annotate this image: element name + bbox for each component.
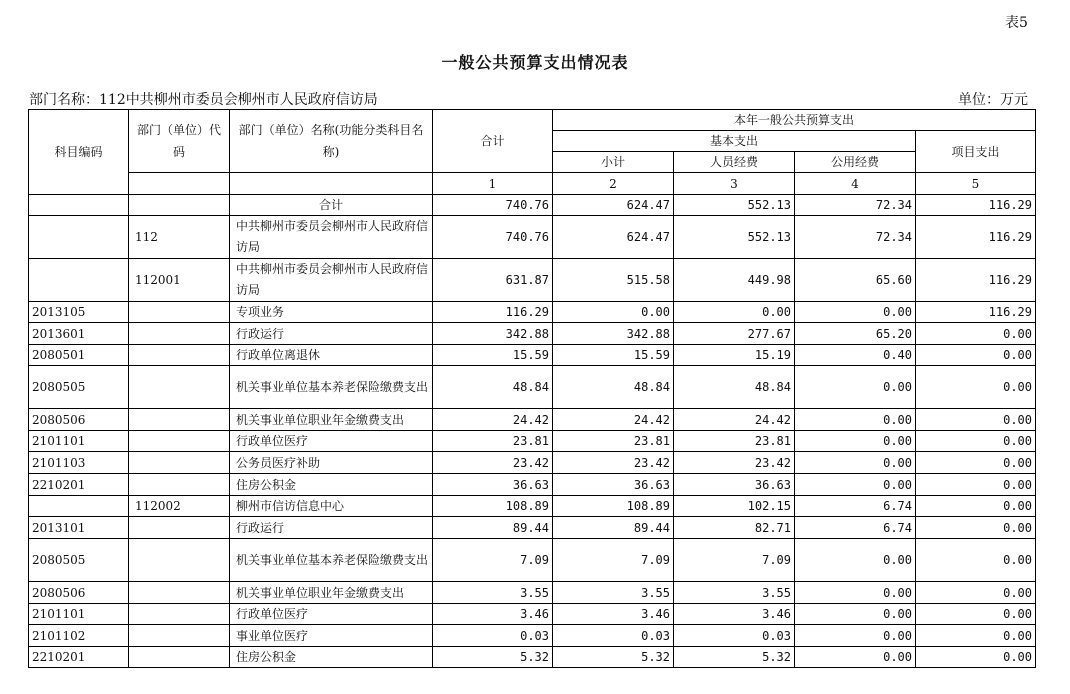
row-subtotal: 0.03 (553, 625, 674, 647)
row-subject-code: 2013101 (29, 517, 129, 539)
table-row (29, 582, 1036, 604)
row-subject-code: 2210201 (29, 474, 129, 496)
row-public: 72.34 (795, 216, 916, 259)
row-subject-code (29, 195, 129, 216)
row-dept-name: 行政单位医疗 (230, 604, 433, 625)
row-total: 740.76 (433, 216, 553, 259)
table-row (29, 452, 1036, 474)
row-dept-name: 行政单位离退休 (230, 345, 433, 366)
row-subject-code: 2101103 (29, 452, 129, 474)
row-dept-code (129, 625, 230, 647)
row-personnel: 36.63 (674, 474, 795, 496)
row-subtotal: 515.58 (553, 259, 674, 302)
row-dept-code (129, 647, 230, 668)
row-dept-name: 事业单位医疗 (230, 625, 433, 647)
table-row (29, 216, 1036, 259)
header-project: 项目支出 (916, 131, 1036, 173)
row-personnel: 48.84 (674, 366, 795, 409)
row-subtotal: 23.42 (553, 452, 674, 474)
row-public: 0.00 (795, 625, 916, 647)
row-total: 116.29 (433, 302, 553, 323)
row-project: 0.00 (916, 604, 1036, 625)
header-idx-blank (129, 173, 230, 195)
row-subject-code: 2013601 (29, 323, 129, 345)
row-subject-code (29, 496, 129, 517)
table-body (29, 195, 1036, 668)
row-total: 15.59 (433, 345, 553, 366)
row-public: 0.00 (795, 452, 916, 474)
row-subject-code (29, 216, 129, 259)
row-subtotal: 3.55 (553, 582, 674, 604)
row-subtotal: 23.81 (553, 431, 674, 452)
row-subject-code: 2080505 (29, 366, 129, 409)
row-public: 0.00 (795, 302, 916, 323)
row-project: 116.29 (916, 302, 1036, 323)
row-dept-name: 中共柳州市委员会柳州市人民政府信访局 (230, 259, 433, 302)
row-dept-code (129, 604, 230, 625)
row-subtotal: 36.63 (553, 474, 674, 496)
row-project: 0.00 (916, 409, 1036, 431)
row-project: 116.29 (916, 195, 1036, 216)
row-dept-name: 行政运行 (230, 323, 433, 345)
row-dept-code (129, 517, 230, 539)
unit-label: 单位：万元 (958, 92, 1028, 108)
row-subtotal: 48.84 (553, 366, 674, 409)
row-subtotal: 624.47 (553, 195, 674, 216)
row-personnel: 24.42 (674, 409, 795, 431)
row-dept-name: 合计 (230, 195, 433, 216)
row-project: 0.00 (916, 474, 1036, 496)
row-public: 0.00 (795, 582, 916, 604)
row-personnel: 0.00 (674, 302, 795, 323)
row-dept-code (129, 366, 230, 409)
row-public: 65.20 (795, 323, 916, 345)
row-dept-name: 中共柳州市委员会柳州市人民政府信访局 (230, 216, 433, 259)
header-public: 公用经费 (795, 152, 916, 173)
row-dept-code (129, 323, 230, 345)
row-dept-name: 住房公积金 (230, 474, 433, 496)
row-public: 0.00 (795, 366, 916, 409)
row-project: 0.00 (916, 345, 1036, 366)
row-personnel: 449.98 (674, 259, 795, 302)
row-personnel: 277.67 (674, 323, 795, 345)
row-public: 0.40 (795, 345, 916, 366)
header-dept-name: 部门（单位）名称(功能分类科目名称) (230, 110, 433, 173)
row-personnel: 102.15 (674, 496, 795, 517)
row-project: 0.00 (916, 517, 1036, 539)
header-current-year: 本年一般公共预算支出 (553, 110, 1036, 131)
table-number: 表5 (1005, 15, 1028, 31)
row-total: 342.88 (433, 323, 553, 345)
row-personnel: 3.55 (674, 582, 795, 604)
row-public: 72.34 (795, 195, 916, 216)
row-subject-code: 2210201 (29, 647, 129, 668)
row-subtotal: 89.44 (553, 517, 674, 539)
table-row (29, 302, 1036, 323)
row-dept-code (129, 302, 230, 323)
row-dept-name: 机关事业单位职业年金缴费支出 (230, 582, 433, 604)
row-subtotal: 108.89 (553, 496, 674, 517)
table-row (29, 539, 1036, 582)
table-row (29, 496, 1036, 517)
row-dept-name: 机关事业单位基本养老保险缴费支出 (230, 366, 433, 409)
table-row (29, 195, 1036, 216)
row-subtotal: 15.59 (553, 345, 674, 366)
row-personnel: 23.42 (674, 452, 795, 474)
row-project: 0.00 (916, 647, 1036, 668)
header-idx-blank (230, 173, 433, 195)
row-subject-code: 2101101 (29, 431, 129, 452)
table-row (29, 604, 1036, 625)
row-dept-code (129, 431, 230, 452)
row-subtotal: 0.00 (553, 302, 674, 323)
header-idx-2: 2 (553, 173, 674, 195)
row-dept-name: 行政单位医疗 (230, 431, 433, 452)
row-dept-name: 机关事业单位基本养老保险缴费支出 (230, 539, 433, 582)
row-subject-code: 2080506 (29, 409, 129, 431)
table-row (29, 345, 1036, 366)
row-subtotal: 5.32 (553, 647, 674, 668)
row-dept-code (129, 474, 230, 496)
row-project: 0.00 (916, 366, 1036, 409)
row-subject-code: 2101102 (29, 625, 129, 647)
table-row (29, 323, 1036, 345)
table-row (29, 474, 1036, 496)
row-dept-code (129, 195, 230, 216)
table-row (29, 409, 1036, 431)
row-personnel: 7.09 (674, 539, 795, 582)
row-project: 0.00 (916, 323, 1036, 345)
table-row (29, 647, 1036, 668)
row-total: 5.32 (433, 647, 553, 668)
row-dept-code: 112002 (129, 496, 230, 517)
row-personnel: 3.46 (674, 604, 795, 625)
header-dept-code: 部门（单位）代码 (129, 110, 230, 173)
row-personnel: 0.03 (674, 625, 795, 647)
row-public: 0.00 (795, 604, 916, 625)
row-dept-name: 专项业务 (230, 302, 433, 323)
row-total: 7.09 (433, 539, 553, 582)
department-name: 部门名称：112中共柳州市委员会柳州市人民政府信访局 (29, 92, 378, 108)
row-project: 0.00 (916, 452, 1036, 474)
row-project: 0.00 (916, 431, 1036, 452)
table-row (29, 259, 1036, 302)
row-total: 3.55 (433, 582, 553, 604)
row-personnel: 5.32 (674, 647, 795, 668)
row-public: 0.00 (795, 647, 916, 668)
row-project: 116.29 (916, 259, 1036, 302)
header-idx-5: 5 (916, 173, 1036, 195)
header-idx-1: 1 (433, 173, 553, 195)
header-total: 合计 (433, 110, 553, 173)
row-total: 23.42 (433, 452, 553, 474)
row-dept-name: 公务员医疗补助 (230, 452, 433, 474)
row-subtotal: 3.46 (553, 604, 674, 625)
row-dept-name: 行政运行 (230, 517, 433, 539)
row-total: 0.03 (433, 625, 553, 647)
table-row (29, 517, 1036, 539)
row-total: 23.81 (433, 431, 553, 452)
row-subject-code: 2013105 (29, 302, 129, 323)
row-project: 0.00 (916, 582, 1036, 604)
row-public: 6.74 (795, 496, 916, 517)
row-public: 6.74 (795, 517, 916, 539)
row-public: 0.00 (795, 539, 916, 582)
row-subject-code: 2080501 (29, 345, 129, 366)
row-personnel: 15.19 (674, 345, 795, 366)
header-subject-code: 科目编码 (29, 110, 129, 195)
budget-table (28, 109, 1036, 668)
table-row (29, 431, 1036, 452)
page-title: 一般公共预算支出情况表 (441, 53, 629, 72)
row-dept-code: 112001 (129, 259, 230, 302)
row-subtotal: 7.09 (553, 539, 674, 582)
row-personnel: 23.81 (674, 431, 795, 452)
row-total: 108.89 (433, 496, 553, 517)
row-project: 0.00 (916, 625, 1036, 647)
row-total: 24.42 (433, 409, 553, 431)
row-project: 0.00 (916, 496, 1036, 517)
table-row (29, 625, 1036, 647)
header-subtotal: 小计 (553, 152, 674, 173)
row-dept-name: 住房公积金 (230, 647, 433, 668)
row-public: 65.60 (795, 259, 916, 302)
row-total: 48.84 (433, 366, 553, 409)
row-dept-code (129, 409, 230, 431)
row-subtotal: 24.42 (553, 409, 674, 431)
table-header (29, 110, 1036, 195)
row-total: 89.44 (433, 517, 553, 539)
row-dept-name: 机关事业单位职业年金缴费支出 (230, 409, 433, 431)
header-basic: 基本支出 (553, 131, 916, 152)
header-idx-4: 4 (795, 173, 916, 195)
row-public: 0.00 (795, 431, 916, 452)
row-public: 0.00 (795, 409, 916, 431)
row-total: 36.63 (433, 474, 553, 496)
row-personnel: 82.71 (674, 517, 795, 539)
row-total: 631.87 (433, 259, 553, 302)
row-subject-code (29, 259, 129, 302)
row-dept-name: 柳州市信访信息中心 (230, 496, 433, 517)
row-subject-code: 2080505 (29, 539, 129, 582)
row-dept-code (129, 539, 230, 582)
row-personnel: 552.13 (674, 195, 795, 216)
table-row (29, 366, 1036, 409)
row-project: 0.00 (916, 539, 1036, 582)
row-dept-code (129, 345, 230, 366)
row-subject-code: 2080506 (29, 582, 129, 604)
row-subtotal: 342.88 (553, 323, 674, 345)
row-project: 116.29 (916, 216, 1036, 259)
row-total: 740.76 (433, 195, 553, 216)
row-dept-code (129, 582, 230, 604)
row-total: 3.46 (433, 604, 553, 625)
row-personnel: 552.13 (674, 216, 795, 259)
row-dept-code: 112 (129, 216, 230, 259)
header-idx-3: 3 (674, 173, 795, 195)
header-personnel: 人员经费 (674, 152, 795, 173)
row-public: 0.00 (795, 474, 916, 496)
row-dept-code (129, 452, 230, 474)
row-subject-code: 2101101 (29, 604, 129, 625)
row-subtotal: 624.47 (553, 216, 674, 259)
